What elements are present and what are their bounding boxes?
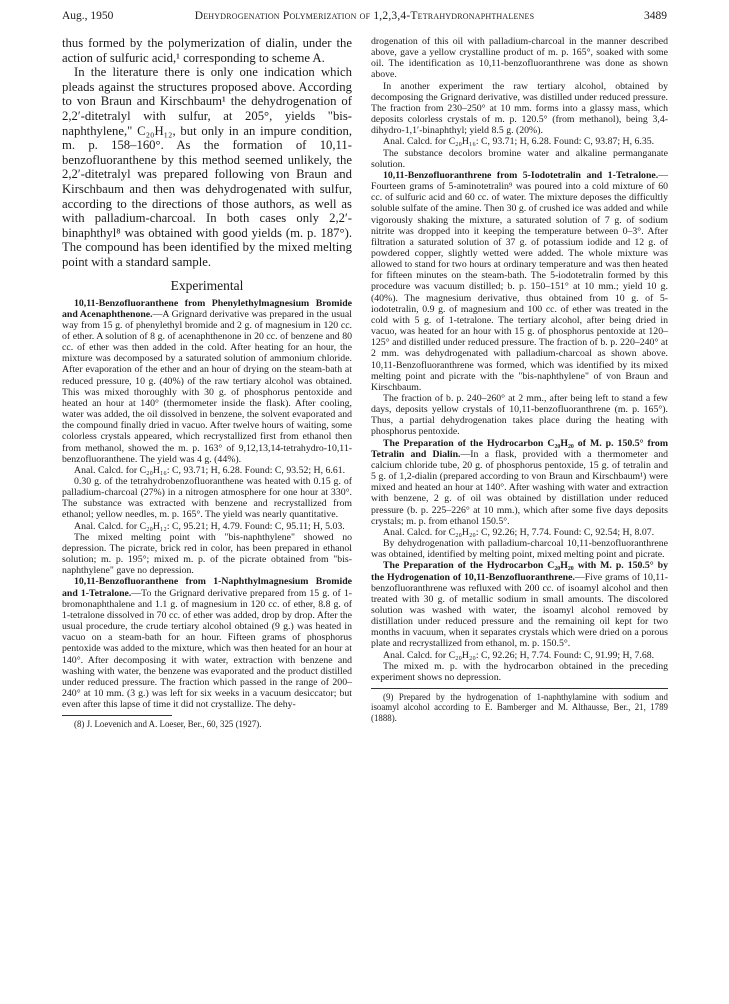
procedure-body: —Five grams of 10,11-benzofluoranthrene was refluxed with 200 cc. of isoamyl alcohol and then treated with 30 g. of metallic sodium in small amounts. The discolored solution was washed with water, the isoamyl alcohol removed by distillation under reduced pressure and the remaining oil kept for two months in vacuum, when it separates crystals which were dried on a porous plate and recrystallized from ethanol, m. p. 150.5°. [371, 571, 668, 650]
procedure-paragraph [62, 298, 352, 465]
paragraph: thus formed by the polymerization of dialin, under the action of sulfuric acid,¹ corresponding to scheme A. [62, 36, 352, 65]
procedure-body: —To the Grignard derivative prepared from 15 g. of 1-bromonaphthalene and 1.1 g. of magnesium in 120 cc. of ether, 8.8 g. of 1-tetralone dissolved in 70 cc. of ether was added, drop by drop. After the usual procedure, the crude tertiary alcohol obtained (9 g.) was heated in vacuo on a steam-bath for an hour. Fifteen grams of phosphorus pentoxide was added to the mixture, which was then heated for an hour at 140°. After decomposing it with water, extraction with benzene and washing with water, the benzene was evaporated and the product distilled under reduced pressure. The fraction which passed in the range of 200–240° at 10 mm. (3 g.) was left for six weeks in a vacuum desiccator; but even after this lapse of time it did not crystallize. The dehy- [62, 587, 352, 711]
procedure-paragraph [371, 170, 668, 393]
footnote: (8) J. Loevenich and A. Loeser, Ber., 60, 325 (1927). [74, 719, 262, 730]
analysis-line: Anal. Calcd. for C₂₀H₁₆: C, 93.71; H, 6.28. Found: C, 93.52; H, 6.61. [74, 464, 346, 476]
paragraph: drogenation of this oil with palladium-charcoal in the manner described above, gave a yellow crystalline product of m. p. 165°, soaked with some oil. The identification as 10,11-benzofluoranthrene was done as shown above. [371, 36, 668, 81]
procedure-body: —Fourteen grams of 5-aminotetralin⁹ was poured into a cold mixture of 60 cc. of sulfuric acid and 60 cc. of water. The mixture deposes the difficultly soluble sulfate of the amine. Then 30 g. of crushed ice was added and while vigorously shaking the mixture, a saturated solution of 7 g. of sodium nitrite was dropped into it keeping the temperature between 0–3°. After filtration a saturated solution of 37 g. of potassium iodide and 12 g. of powdered copper, slightly wetted were added. The whole mixture was allowed to stand for two hours at ordinary temperature and was then heated for fifteen minutes on the steam-bath. The 5-iodotetralin formed by this procedure was vacuum distilled; b. p. 150–151° at 10 mm.; yield 10 g. (40%). The magnesium derivative, thus obtained from 10 g. of 5-iodotetralin, 0.9 g. of magnesium and 100 cc. of ether was treated in the cold with 5 g. of 1-tetralone. The tertiary alcohol, after being dried in vacuo, was heated for an hour with 15 g. of phosphorus pentoxide at 120–125° and distilled under reduced pressure. The fraction of b. p. 220–240° at 2 mm. was dehydrogenated with palladium-charcoal as shown above. 10,11-Benzofluoranthrene was formed, which was identified by its mixed melting point and picrate with the "bis-naphthylene" of von Braun and Kirschbaum. [371, 169, 668, 393]
paragraph: 0.30 g. of the tetrahydrobenzofluoranthene was heated with 0.15 g. of palladium-charcoal (27%) in a nitrogen atmosphere for one hour at 330°. The substance was extracted with benzene and recrystallized from ethanol; yellow needles, m. p. 165°. The yield was nearly quantitative. [62, 476, 352, 521]
procedure-title: The Preparation of the Hydrocarbon C₂₀H₂₀ with M. p. 150.5° by the Hydrogenation of 10,11-Benzofluoranthrene. [371, 560, 668, 583]
footnote-rule [62, 715, 172, 716]
left-column [62, 36, 352, 730]
paragraph: The mixed m. p. with the hydrocarbon obtained in the preceding experiment shows no depression. [371, 660, 668, 683]
procedure-body: —In a flask, provided with a thermometer and calcium chloride tube, 20 g. of phosphorus pentoxide, 15 g. of tetralin and 5 g. of 1,2-dialin (prepared according to von Braun and Kirschbaum¹) were mixed and heated an hour at 140°. After washing with water and extraction with benzene, 2 g. of oil was obtained by distillation under reduced pressure (b. p. 225–226° at 10 mm.), which after some five days deposits crystals; m. p. from ethanol 150.5°. [371, 448, 668, 527]
analysis-line: Anal. Calcd. for C₂₀H₁₆: C, 93.71; H, 6.28. Found: C, 93.87; H, 6.35. [383, 136, 655, 148]
procedure-paragraph [62, 576, 352, 710]
section-heading: Experimental [170, 277, 244, 293]
footnote: (9) Prepared by the hydrogenation of 1-naphthylamine with sodium and isoamyl alcohol according to E. Bamberger and M. Althausse, Ber., 21, 1789 (1888). [371, 692, 668, 723]
paragraph: The mixed melting point with "bis-naphthylene" showed no depression. The picrate, brick red in color, has been prepared in ethanol solution; m. p. 195°; mixed m. p. of the picrate obtained from "bis-naphthylene" gave no depression. [62, 531, 352, 577]
paragraph: The substance decolors bromine water and alkaline permanganate solution. [371, 147, 668, 170]
analysis-line: Anal. Calcd. for C₂₀H₂₀: C, 92.26; H, 7.74. Found: C, 92.54; H, 8.07. [383, 526, 655, 538]
procedure-body: —A Grignard derivative was prepared in the usual way from 15 g. of phenylethyl bromide and 2 g. of magnesium in 120 cc. of ether. A solution of 8 g. of acenaphthenone in 20 cc. of benzene and 80 cc. of ether was then added in the cold. After heating for an hour, the mixture was decomposed by a saturated solution of ammonium chloride. After evaporation of the ether and an hour of drying on the steam-bath at reduced pressure, 10 g. (40%) of the raw tertiary alcohol was obtained. This was mixed thoroughly with 30 g. of phosphorus pentoxide and heated an hour at 140° (thermometer inside the flask). After cooling, water was added, the oil dissolved in benzene, the solvent evaporated and the compound finally dried in vacuo. After twelve hours of waiting, some colorless crystals appeared, which recrystallized first from ethanol then from methanol, showed the m. p. 163° of 9,12,13,14-tetrahydro-10,11-benzofluoranthene. The yield was 4 g. (44%). [62, 308, 353, 465]
paragraph: The fraction of b. p. 240–260° at 2 mm., after being left to stand a few days, deposits yellow crystals of 10,11-benzofluoranthrene (m. p. 165°). Thus, a partial dehydrogenation takes place during the heating with phosphorus pentoxide. [371, 393, 668, 438]
analysis-line: Anal. Calcd. for C₂₀H₁₂: C, 95.21; H, 4.79. Found: C, 95.11; H, 5.03. [74, 520, 345, 532]
footnote-rule [371, 688, 668, 689]
header-date: Aug., 1950 [62, 10, 114, 22]
running-header [62, 10, 667, 26]
procedure-title: 10,11-Benzofluoranthrene from 5-Iodotetralin and 1-Tetralone. [383, 169, 659, 181]
paragraph: In the literature there is only one indication which pleads against the structures proposed above. According to von Braun and Kirschbaum¹ the dehydrogenation of 2,2′-ditetralyl with sulfur, at 205°, yields "bis-naphthylene," C₂₀H₁₂, but only in an impure condition, m. p. 158–160°. As the formation of 10,11-benzofluoranthene by this method seemed unlikely, the 2,2′-ditetralyl was prepared following von Braun and Kirschbaum and then was dehydrogenated with sulfur, according to the directions of those authors, as well as with palladium-charcoal. In both cases only 2,2′-binaphthyl⁸ was obtained with good yields (m. p. 187°). The compound has been identified by the mixed melting point with a standard sample. [62, 65, 352, 269]
right-column [371, 36, 668, 723]
paragraph: In another experiment the raw tertiary alcohol, obtained by decomposing the Grignard derivative, was distilled under reduced pressure. The fraction from 230–250° at 10 mm. forms into a glassy mass, which deposits colorless crystals of m. p. 120.5° (from methanol), being 3,4-dihydro-1,1′-binaphthyl; yield 8.5 g. (20%). [371, 80, 668, 137]
analysis-line: Anal. Calcd. for C₂₀H₂₀: C, 92.26; H, 7.74. Found: C, 91.99; H, 7.68. [383, 649, 655, 661]
procedure-title: 10,11-Benzofluoranthene from 1-Naphthylmagnesium Bromide and 1-Tetralone. [62, 576, 352, 599]
procedure-title: 10,11-Benzofluoranthene from Phenylethylmagnesium Bromide and Acenaphthenone. [62, 297, 352, 320]
procedure-paragraph [371, 438, 668, 527]
page-number: 3489 [644, 10, 667, 22]
paragraph: By dehydrogenation with palladium-charcoal 10,11-benzofluoranthrene was obtained, identified by melting point, mixed melting point and picrate. [371, 538, 668, 561]
header-title: Dehydrogenation Polymerization of 1,2,3,4-Tetrahydronaphthalenes [194, 10, 535, 22]
procedure-paragraph [371, 560, 668, 649]
procedure-title: The Preparation of the Hydrocarbon C₂₀H₂₀ of M. p. 150.5° from Tetralin and Dialin. [371, 437, 668, 460]
